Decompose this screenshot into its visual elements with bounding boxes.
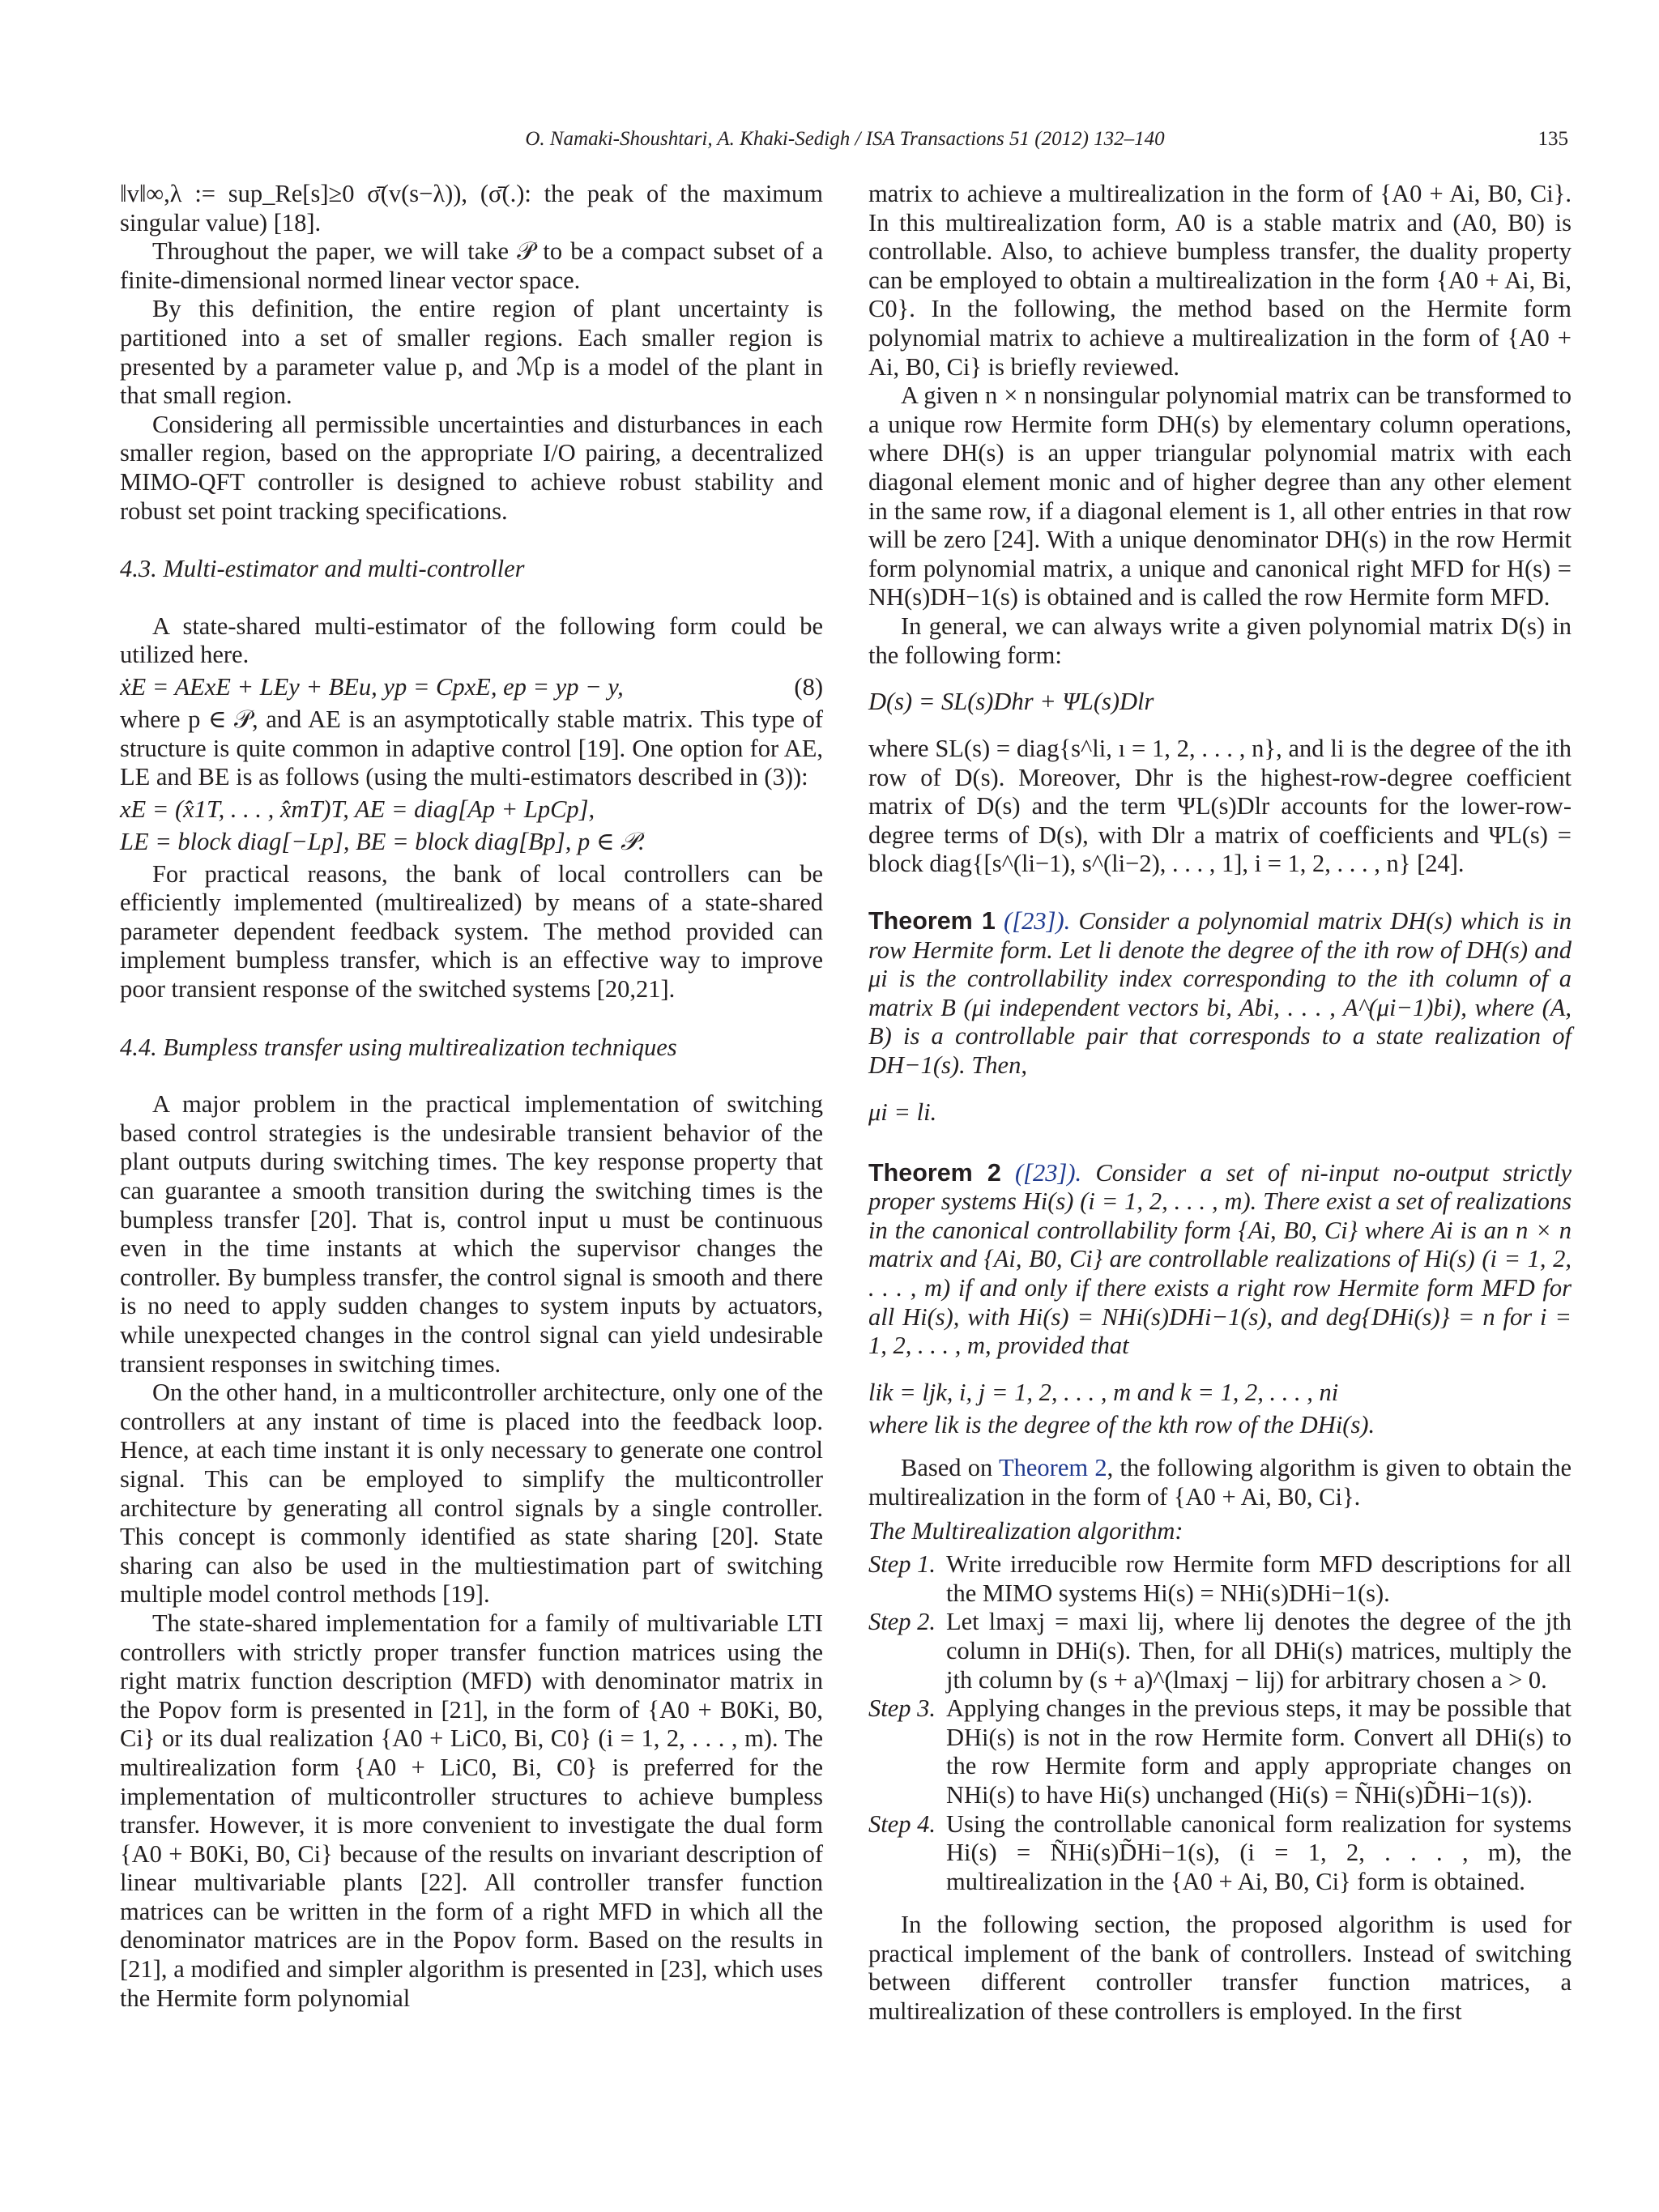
equation-ds (868, 688, 1572, 717)
step-text: Write irreducible row Hermite form MFD descriptions for all the MIMO systems Hi(s) = NHi(s)DHi−1(s). (946, 1550, 1572, 1607)
step-text: Let lmaxj = maxi lij, where lij denotes the degree of the jth column in DHi(s). Then, for all DHi(s) matrices, multiply the jth column by (s + a)^(lmaxj − lij) for arbitrary chosen a > 0. (946, 1608, 1572, 1694)
equation-mu (868, 1098, 1572, 1127)
equation-ds-body: D(s) = SL(s)Dhr + ΨL(s)Dlr (868, 688, 1154, 716)
theorem-1 (868, 907, 1572, 1080)
theorem-1-text: Consider a polynomial matrix DH(s) which is in row Hermite form. Let li denote the degree of the ith row of DH(s) and μi is the controllability index corresponding to the ith column of a matrix B (μi independent vectors bi, Abi, . . . , A^(μi−1)bi), where (A, B) is a controllable pair that corresponds to a state realization of DH−1(s). Then, (868, 907, 1572, 1080)
section-heading-4-3: 4.3. Multi-estimator and multi-controller (120, 555, 525, 583)
theorem-2-link[interactable]: Theorem 2 (999, 1454, 1107, 1482)
step-label: Step 4. (868, 1809, 936, 1838)
equation-le-be-body: LE = block diag[−Lp], BE = block diag[Bp], p ∈ 𝒫. (120, 827, 645, 855)
theorem-2-label: Theorem 2 (868, 1158, 1001, 1187)
paragraph-hermite-form: A given n × n nonsingular polynomial matrix can be transformed to a unique row Hermite form DH(s) by elementary column operations, where DH(s) is an upper triangular polynomial matrix with each diagonal element monic and of higher degree than any other element in the same row, if a diagonal element is 1, all other entries in that row will be zero [24]. With a unique denominator DH(s) in the row Hermit form polynomial matrix, a unique and canonical right MFD for H(s) = NH(s)DH−1(s) is obtained and is called the row Hermite form MFD. (868, 381, 1572, 612)
equation-mu-body: μi = li. (868, 1097, 937, 1126)
step-text: Using the controllable canonical form realization for systems Hi(s) = ÑHi(s)D̃Hi−1(s), (i = 1, 2, . . . , m), the multirealization in the {A0 + Ai, B0, Ci} form is obtained. (946, 1809, 1572, 1895)
algorithm-step (868, 1608, 1572, 1694)
equation-le-be (120, 828, 823, 857)
paragraph-based-on-theorem (868, 1454, 1572, 1511)
equation-8 (120, 673, 823, 702)
left-column (120, 180, 823, 2013)
equation-lik-body: lik = ljk, i, j = 1, 2, . . . , m and k = 1, 2, . . . , ni (868, 1378, 1339, 1406)
algorithm-step (868, 1550, 1572, 1608)
theorem-2-text: Consider a set of ni-input no-output strictly proper systems Hi(s) (i = 1, 2, . . . , m). There exist a set of realizations in the canonical controllability form {Ai, B0, Ci} where Ai is an n × n matrix and {Ai, B0, Ci} are controllable realizations of Hi(s) (i = 1, 2, . . . , m) if and only if there exists a right row Hermite form MFD for all Hi(s), with Hi(s) = NHi(s)DHi−1(s), and deg{DHi(s)} = n for i = 1, 2, . . . , m, provided that (868, 1158, 1572, 1360)
theorem-2-citation[interactable]: ([23]). (1014, 1158, 1082, 1187)
section-heading-4-4: 4.4. Bumpless transfer using multirealization techniques (120, 1033, 677, 1061)
equation-lik (868, 1379, 1572, 1408)
paragraph-following-section: In the following section, the proposed algorithm is used for practical implement of the bank of controllers. Instead of switching between different controller transfer function matrices, a multirealization of these controllers is employed. In the first (868, 1911, 1572, 2026)
page-header (122, 128, 1568, 160)
paragraph-sl-definition: where SL(s) = diag{s^li, ı = 1, 2, . . . , n}, and li is the degree of the ith row of D(s). Moreover, Dhr is the highest-row-degree coefficient matrix of D(s) and the term ΨL(s)Dlr accounts for the lower-row-degree terms of D(s), with Dlr a matrix of coefficients and ΨL(s) = block diag{[s^(li−1), s^(li−2), . . . , 1], i = 1, 2, . . . , n} [24]. (868, 735, 1572, 878)
algorithm-step (868, 1694, 1572, 1809)
step-label: Step 2. (868, 1608, 936, 1636)
paragraph-switching-problem: A major problem in the practical implementation of switching based control strategies is the undesirable transient behavior of the plant outputs during switching times. The key response property that can guarantee a smooth transition during the switching times is the bumpless transfer [20]. That is, control input u must be continuous even in the time instants at which the supervisor changes the controller. By bumpless transfer, the control signal is smooth and there is no need to apply sudden changes to system inputs by actuators, while unexpected changes in the control signal can yield undesirable transient responses in switching times. (120, 1090, 823, 1378)
paragraph-compact-subset: Throughout the paper, we will take 𝒫 to be a compact subset of a finite-dimensional normed linear vector space. (120, 237, 823, 294)
paragraph-multi-estimator: A state-shared multi-estimator of the following form could be utilized here. (120, 612, 823, 669)
theorem-2-closing: where lik is the degree of the kth row of the DHi(s). (868, 1410, 1375, 1438)
paragraph-based-on-suffix: , the following algorithm is given to obtain the multirealization in the form of {A0 + Ai, B0, Ci}. (868, 1454, 1572, 1511)
theorem-2 (868, 1159, 1572, 1361)
equation-xe-ae-body: xE = (x̂1T, . . . , x̂mT)T, AE = diag[Ap + LpCp], (120, 795, 595, 823)
paragraph-general-form: In general, we can always write a given polynomial matrix D(s) in the following form: (868, 612, 1572, 669)
page-number: 135 (1537, 128, 1568, 150)
step-text: Applying changes in the previous steps, it may be possible that DHi(s) is not in the row Hermite form. Convert all DHi(s) to the row Hermite form and apply appropriate changes on NHi(s) to have Hi(s) unchanged (Hi(s) = ÑHi(s)D̃Hi−1(s)). (946, 1694, 1572, 1809)
paragraph-based-on-prefix: Based on (901, 1454, 993, 1482)
theorem-1-label: Theorem 1 (868, 907, 996, 936)
equation-8-number: (8) (794, 672, 823, 701)
paragraph-norm-def: ‖v‖∞,λ := sup_Re[s]≥0 σ̄(v(s−λ)), (σ̄(.): the peak of the maximum singular value) [18]. (120, 180, 823, 237)
running-head: O. Namaki-Shoushtari, A. Khaki-Sedigh / ISA Transactions 51 (2012) 132–140 (525, 128, 1165, 150)
algorithm-steps (868, 1550, 1572, 1896)
paragraph-state-shared: The state-shared implementation for a family of multivariable LTI controllers with strictly proper transfer function matrices using the right matrix function description (MFD) with denominator matrix in the Popov form is presented in [21], in the form of {A0 + B0Ki, B0, Ci} or its dual realization {A0 + LiC0, Bi, C0} (i = 1, 2, . . . , m). The multirealization form {A0 + LiC0, Bi, C0} is preferred for the implementation of multicontroller structures to achieve bumpless transfer. However, it is more convenient to investigate the dual form {A0 + B0Ki, B0, Ci} because of the results on invariant description of linear multivariable plants [22]. All controller transfer function matrices can be written in the form of a right MFD in which all the denominator matrices are in the Popov form. Based on the results in [21], a modified and simpler algorithm is presented in [23], which uses the Hermite form polynomial (120, 1609, 823, 2012)
equation-8-body: ẋE = AExE + LEy + BEu, yp = CpxE, ep = yp − y, (120, 672, 624, 701)
algorithm-step (868, 1810, 1572, 1897)
paragraph-multicontroller: On the other hand, in a multicontroller architecture, only one of the controllers at any instant of time is placed into the feedback loop. Hence, at each time instant it is only necessary to generate one control signal. This can be employed to simplify the multicontroller architecture by generating all control signals by a single controller. This concept is commonly identified as state sharing [20]. State sharing can also be used in the multiestimation part of switching multiple model control methods [19]. (120, 1379, 823, 1609)
algorithm-title: The Multirealization algorithm: (868, 1516, 1183, 1545)
equation-xe-ae (120, 795, 823, 825)
paragraph-qft-controller: Considering all permissible uncertainties and disturbances in each smaller region, based on the appropriate I/O pairing, a decentralized MIMO-QFT controller is designed to achieve robust stability and robust set point tracking specifications. (120, 410, 823, 525)
paragraph-multirealization: matrix to achieve a multirealization in the form of {A0 + Ai, B0, Ci}. In this multirealization form, A0 is a stable matrix and (A0, B0) is controllable. Also, to achieve bumpless transfer, the duality property can be employed to obtain a multirealization in the form {A0 + Ai, Bi, C0}. In the following, the method based on the Hermite form polynomial matrix to achieve a multirealization in the form of {A0 + Ai, B0, Ci} is briefly reviewed. (868, 180, 1572, 381)
step-label: Step 1. (868, 1550, 936, 1579)
theorem-1-citation[interactable]: ([23]). (1004, 907, 1071, 936)
paragraph-bank-controllers: For practical reasons, the bank of local controllers can be efficiently implemented (multirealized) by means of a state-shared parameter dependent feedback system. The method provided can implement bumpless transfer, which is an effective way to improve poor transient response of the switched systems [20,21]. (120, 859, 823, 1004)
step-label: Step 3. (868, 1694, 936, 1723)
paragraph-stable-matrix: where p ∈ 𝒫, and AE is an asymptotically stable matrix. This type of structure is quite common in adaptive control [19]. One option for AE, LE and BE is as follows (using the multi-estimators described in (3)): (120, 705, 823, 791)
right-column (868, 180, 1572, 2027)
paragraph-region-partition: By this definition, the entire region of plant uncertainty is partitioned into a set of smaller regions. Each smaller region is presented by a parameter value p, and ℳp is a model of the plant in that small region. (120, 295, 823, 410)
